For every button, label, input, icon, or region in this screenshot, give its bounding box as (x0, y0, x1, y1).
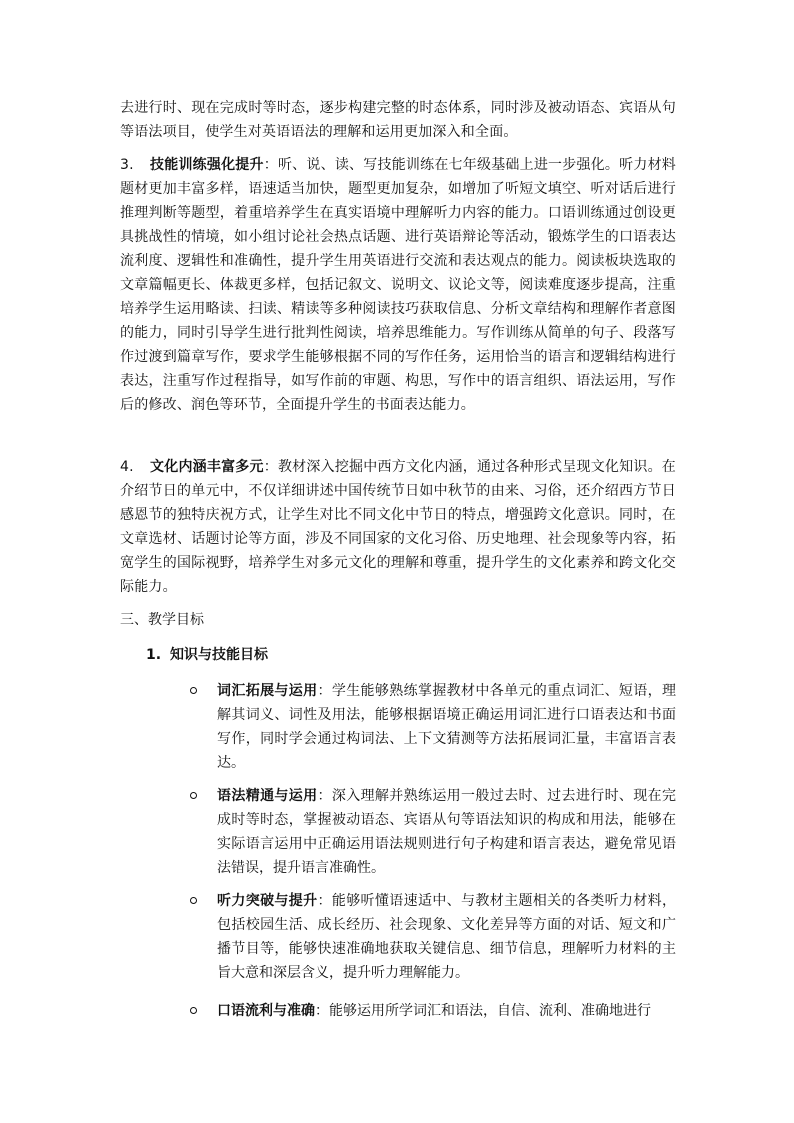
feature-title: 技能训练强化提升 (150, 157, 264, 173)
feature-item-culture (120, 455, 676, 599)
goal-text (217, 679, 676, 775)
bullet-circle-icon (190, 687, 197, 694)
subsection-number: 1. (146, 647, 162, 663)
goal-body: ：能够听懂语速适中、与教材主题相关的各类听力材料，包括校园生活、成长经历、社会现象、文化差异等方面的对话、短文和广播节目等，能够快速准确地获取关键信息、细节信息，理解听力材料的主旨大意和深层含义，提升听力理解能力。 (217, 893, 676, 981)
goal-body: ：能够运用所学词汇和语法，自信、流利、准确地进行 (315, 1003, 651, 1019)
bullet-circle-icon (190, 1007, 197, 1014)
feature-number: 3. (120, 157, 134, 173)
goal-item-vocabulary (190, 679, 676, 779)
goal-item-speaking (190, 999, 676, 1025)
goal-body: ：深入理解并熟练运用一般过去时、过去进行时、现在完成时等时态，掌握被动语态、宾语从句等语法知识的构成和用法，能够在实际语言运用中正确运用语法规则进行句子构建和语言表达，避免常见语法错误，提升语言准确性。 (217, 788, 676, 876)
subsection-heading (146, 643, 676, 667)
goal-item-listening (190, 889, 676, 989)
goal-title: 词汇拓展与运用 (217, 683, 318, 699)
feature-item-skills (120, 153, 676, 417)
goal-body: ：学生能够熟练掌握教材中各单元的重点词汇、短语，理解其词义、词性及用法，能够根据语境正确运用词汇进行口语表达和书面写作，同时学会通过构词法、上下文猜测等方法拓展词汇量，丰富语言表达。 (217, 683, 676, 771)
goal-text (217, 889, 676, 985)
bullet-circle-icon (190, 792, 197, 799)
feature-body: ：听、说、读、写技能训练在七年级基础上进一步强化。听力材料题材更加丰富多样，语速适当加快，题型更加复杂，如增加了听短文填空、听对话后进行推理判断等题型，着重培养学生在真实语境中理解听力内容的能力。口语训练通过创设更具挑战性的情境，如小组讨论社会热点话题、进行英语辩论等活动，锻炼学生的口语表达流利度、逻辑性和准确性，提升学生用英语进行交流和表达观点的能力。阅读板块选取的文章篇幅更长、体裁更多样，包括记叙文、说明文、议论文等，阅读难度逐步提高，注重培养学生运用略读、扫读、精读等多种阅读技巧获取信息、分析文章结构和理解作者意图的能力，同时引导学生进行批判性阅读，培养思维能力。写作训练从简单的句子、段落写作过渡到篇章写作，要求学生能够根据不同的写作任务，运用恰当的语言和逻辑结构进行表达，注重写作过程指导，如写作前的审题、构思，写作中的语言组织、语法运用，写作后的修改、润色等环节，全面提升学生的书面表达能力。 (120, 157, 676, 413)
feature-body: ：教材深入挖掘中西方文化内涵，通过各种形式呈现文化知识。在介绍节日的单元中，不仅详细讲述中国传统节日如中秋节的由来、习俗，还介绍西方节日感恩节的独特庆祝方式，让学生对比不同文化中节日的特点，增强跨文化意识。同时，在文章选材、话题讨论等方面，涉及不同国家的文化习俗、历史地理、社会现象等内容，拓宽学生的国际视野，培养学生对多元文化的理解和尊重，提升学生的文化素养和跨文化交际能力。 (120, 459, 676, 595)
goal-text (217, 784, 676, 880)
intro-text: 去进行时、现在完成时等时态，逐步构建完整的时态体系，同时涉及被动语态、宾语从句等语法项目，使学生对英语语法的理解和运用更加深入和全面。 (120, 100, 676, 140)
goal-title: 口语流利与准确 (217, 1003, 315, 1019)
goal-text (217, 999, 676, 1023)
feature-number: 4. (120, 459, 134, 475)
goal-title: 听力突破与提升 (217, 893, 318, 909)
bullet-circle-icon (190, 897, 197, 904)
section-title: 三、教学目标 (120, 612, 204, 628)
subsection-title: 知识与技能目标 (170, 647, 268, 663)
section-heading (120, 608, 676, 632)
intro-paragraph (120, 96, 676, 144)
goal-title: 语法精通与运用 (217, 788, 318, 804)
feature-title: 文化内涵丰富多元 (150, 459, 264, 475)
goal-item-grammar (190, 784, 676, 884)
